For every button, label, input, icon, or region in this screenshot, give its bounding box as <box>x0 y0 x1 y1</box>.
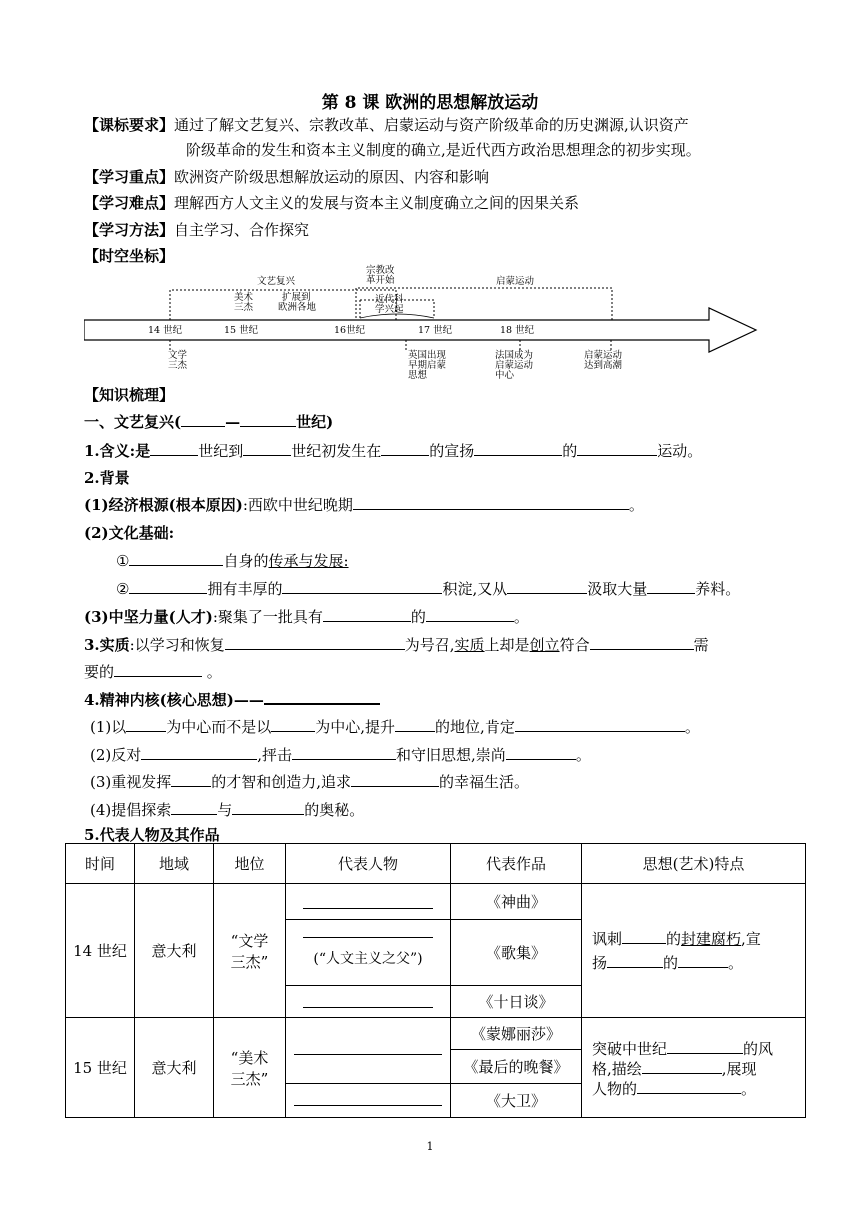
blank[interactable] <box>303 937 433 938</box>
m1-f: 运动。 <box>657 442 703 460</box>
bg2b-d: 汲取大量 <box>587 580 648 598</box>
r1-work-1: 《神曲》 <box>451 884 582 920</box>
table-header-row <box>66 844 806 884</box>
r2-status-1: “美术 <box>230 1048 269 1067</box>
blank[interactable] <box>240 411 296 427</box>
sub-b: :以学习和恢复 <box>129 636 225 654</box>
core-heading <box>84 688 380 711</box>
r2-work-1: 《蒙娜丽莎》 <box>451 1018 582 1050</box>
bg3-b: :聚集了一批具有 <box>212 608 323 626</box>
bg2a-c: 传承与发展: <box>268 552 349 570</box>
r2-feat-f: 。 <box>741 1079 757 1098</box>
blank[interactable] <box>282 578 442 594</box>
bg1-a: (1)经济根源(根本原因) <box>84 496 243 514</box>
bg-culture-a <box>116 550 349 572</box>
core-3 <box>90 771 529 793</box>
blank[interactable] <box>292 744 396 760</box>
r2-region: 意大利 <box>135 1018 214 1118</box>
bg2b-c: 积淀,又从 <box>442 580 508 598</box>
c1-b: 为中心而不是以 <box>166 718 272 736</box>
meaning-line <box>84 440 702 462</box>
c4-b: 与 <box>217 801 233 819</box>
tl-mid-science-1: 近代科 <box>375 294 404 305</box>
s1-heading-c: 世纪) <box>296 413 334 431</box>
r1-status-2: 三杰” <box>230 952 269 971</box>
tl-bot-eng-1: 英国出现 <box>408 350 447 361</box>
tl-top-enlightenment: 启蒙运动 <box>496 276 535 287</box>
time-tag-text: 【时空坐标】 <box>84 247 175 265</box>
rep-heading: 5.代表人物及其作品 <box>84 826 220 844</box>
sub-d: 实质 <box>454 636 485 654</box>
tl-bot-eng-2: 早期启蒙 <box>408 360 447 371</box>
blank[interactable] <box>647 578 695 594</box>
learning-method <box>84 219 309 241</box>
blank[interactable] <box>232 799 304 815</box>
r1-feat-b: 的 <box>666 929 682 948</box>
blank[interactable] <box>577 440 657 456</box>
blank[interactable] <box>395 716 435 732</box>
r2-person-1 <box>286 1018 451 1084</box>
c2-a: (2)反对 <box>90 746 142 764</box>
essence-line-2 <box>84 661 222 683</box>
blank[interactable] <box>294 1105 442 1106</box>
c2-d: 。 <box>575 746 591 764</box>
c1-a: (1)以 <box>90 718 127 736</box>
bg-economic <box>84 494 644 516</box>
m1-d: 的宣扬 <box>429 442 475 460</box>
blank[interactable] <box>271 716 315 732</box>
focus-tag: 【学习重点】 <box>84 168 175 186</box>
sub2-a: 要的 <box>84 663 115 681</box>
r1-time: 14 世纪 <box>66 884 135 1018</box>
blank[interactable] <box>129 550 223 566</box>
tl-mid-spread-2: 欧洲各地 <box>278 302 317 313</box>
c1-d: 的地位,肯定 <box>435 718 515 736</box>
tl-bot-lit-2: 三杰 <box>168 360 188 371</box>
c3-c: 的幸福生活。 <box>439 773 530 791</box>
r2-status <box>214 1018 286 1118</box>
req-tag: 【课标要求】 <box>84 116 175 134</box>
blank[interactable] <box>323 606 411 622</box>
r1-feat-g: 。 <box>728 953 744 972</box>
tl-century-16: 16世纪 <box>334 325 366 336</box>
core-text: 4.精神内核(核心思想)—— <box>84 691 264 709</box>
r1-person-1 <box>286 884 451 920</box>
blank[interactable] <box>507 578 587 594</box>
page-number: 1 <box>426 1140 434 1153</box>
core-2 <box>90 744 591 766</box>
c3-a: (3)重视发挥 <box>90 773 172 791</box>
core-4 <box>90 799 364 821</box>
tl-mid-science-2: 学兴起 <box>375 304 404 315</box>
blank[interactable] <box>171 799 217 815</box>
tl-bot-lit-1: 文学 <box>168 350 188 361</box>
blank[interactable] <box>114 661 202 677</box>
bg2a-b: 自身的 <box>223 552 269 570</box>
r2-feat-e: 人物的 <box>592 1079 638 1098</box>
blank[interactable] <box>353 494 629 510</box>
c2-b: ,抨击 <box>257 746 293 764</box>
r2-feat-d: ,展现 <box>721 1059 757 1078</box>
tl-bot-peak-1: 启蒙运动 <box>584 350 623 361</box>
r1-region: 意大利 <box>135 884 214 1018</box>
th-time: 时间 <box>66 844 135 884</box>
curriculum-requirement <box>84 114 689 136</box>
th-status: 地位 <box>214 844 286 884</box>
c2-c: 和守旧思想,崇尚 <box>396 746 506 764</box>
background-heading: 2.背景 <box>84 469 130 487</box>
core-1 <box>90 716 700 738</box>
tl-bot-fr-1: 法国成为 <box>495 350 534 361</box>
r1-feat-e: 扬 <box>592 953 608 972</box>
blank[interactable] <box>264 688 380 705</box>
tl-top-renaissance: 文艺复兴 <box>257 276 296 287</box>
blank[interactable] <box>225 634 405 650</box>
blank[interactable] <box>506 744 576 760</box>
r2-feat-c: 格,描绘 <box>592 1059 642 1078</box>
blank[interactable] <box>642 1058 722 1074</box>
tl-mid-spread-1: 扩展到 <box>282 292 311 303</box>
bg3-d: 。 <box>513 608 529 626</box>
blank[interactable] <box>141 744 257 760</box>
focus-text: 欧洲资产阶级思想解放运动的原因、内容和影响 <box>174 168 490 186</box>
blank[interactable] <box>126 716 166 732</box>
sub-a: 3.实质 <box>84 636 130 654</box>
timeline-diagram <box>84 264 764 384</box>
blank[interactable] <box>622 928 666 944</box>
r2-time: 15 世纪 <box>66 1018 135 1118</box>
r1-status <box>214 884 286 1018</box>
r2-status-2: 三杰” <box>230 1069 269 1088</box>
bg-culture-b <box>116 578 740 600</box>
blank[interactable] <box>607 952 663 968</box>
bg3-a: (3)中坚力量(人才) <box>84 608 213 626</box>
r1-feat-c: 封建腐朽 <box>681 929 742 948</box>
req-text-1: 通过了解文艺复兴、宗教改革、启蒙运动与资产阶级革命的历史渊源,认识资产 <box>174 116 689 134</box>
blank[interactable] <box>303 908 433 909</box>
m1-b: 世纪到 <box>198 442 244 460</box>
r2-feature <box>582 1018 806 1118</box>
r1-father: (“人文主义之父”) <box>313 951 423 967</box>
representatives-table <box>65 843 806 1118</box>
req-text-2: 阶级革命的发生和资本主义制度的确立,是近代西方政治思想理念的初步实现。 <box>186 141 701 159</box>
bg2a-a: ① <box>116 552 130 570</box>
bg2b-e: 养料。 <box>695 580 741 598</box>
bg-talent <box>84 606 529 628</box>
sub-f: 创立 <box>529 636 560 654</box>
method-tag: 【学习方法】 <box>84 221 175 239</box>
bg1-c: 。 <box>628 496 644 514</box>
tl-bot-fr-2: 启蒙运动 <box>495 360 534 371</box>
r1-feat-d: ,宣 <box>741 929 761 948</box>
tl-bot-fr-3: 中心 <box>495 370 515 381</box>
tl-century-17: 17 世纪 <box>418 325 453 336</box>
sub2-b: 。 <box>202 663 222 681</box>
learning-difficulty <box>84 192 579 214</box>
th-region: 地域 <box>135 844 214 884</box>
r2-person-2 <box>286 1084 451 1118</box>
tl-mid-art-2: 三杰 <box>234 302 254 313</box>
bg1-b: :西欧中世纪晚期 <box>242 496 353 514</box>
bg-culture: (2)文化基础: <box>84 524 175 542</box>
m1-e: 的 <box>562 442 578 460</box>
table-row <box>66 884 806 920</box>
knowledge-tag <box>84 384 174 406</box>
blank[interactable] <box>474 440 562 456</box>
blank[interactable] <box>294 1054 442 1055</box>
essence-line <box>84 634 709 656</box>
blank[interactable] <box>515 716 685 732</box>
method-text: 自主学习、合作探究 <box>174 221 310 239</box>
r2-feat-b: 的风 <box>743 1039 774 1058</box>
blank[interactable] <box>243 440 291 456</box>
tl-top-reform-2: 革开始 <box>366 275 395 286</box>
r1-person-2 <box>286 920 451 986</box>
r2-work-3: 《大卫》 <box>451 1084 582 1118</box>
m1-c: 世纪初发生在 <box>291 442 382 460</box>
s1-heading-b: — <box>225 413 241 431</box>
m1-a: 1.含义:是 <box>84 442 151 460</box>
blank[interactable] <box>590 634 694 650</box>
blank[interactable] <box>678 952 728 968</box>
r2-feat-a: 突破中世纪 <box>592 1039 668 1058</box>
r1-feat-f: 的 <box>663 953 679 972</box>
blank[interactable] <box>351 771 439 787</box>
blank[interactable] <box>667 1038 743 1054</box>
sub-h: 需 <box>693 636 709 654</box>
c4-c: 的奥秘。 <box>304 801 365 819</box>
sub-g: 符合 <box>559 636 590 654</box>
blank[interactable] <box>150 440 198 456</box>
sub-c: 为号召, <box>404 636 455 654</box>
table-row <box>66 1018 806 1050</box>
r1-feat-a: 讽刺 <box>592 929 623 948</box>
c1-e: 。 <box>684 718 700 736</box>
bg2b-b: 拥有丰厚的 <box>207 580 283 598</box>
blank[interactable] <box>181 411 225 427</box>
bg3-c: 的 <box>410 608 426 626</box>
r1-feature <box>582 884 806 1018</box>
tl-bot-eng-3: 思想 <box>408 370 428 381</box>
r1-work-3: 《十日谈》 <box>451 986 582 1018</box>
page-title: 第 8 课 欧洲的思想解放运动 <box>321 93 539 113</box>
c3-b: 的才智和创造力,追求 <box>211 773 352 791</box>
r1-person-3 <box>286 986 451 1018</box>
section-1-heading <box>84 411 333 433</box>
blank[interactable] <box>171 771 211 787</box>
tl-century-18: 18 世纪 <box>500 325 535 336</box>
c4-a: (4)提倡探索 <box>90 801 172 819</box>
bg2b-a: ② <box>116 580 130 598</box>
knowledge-tag-text: 【知识梳理】 <box>84 386 175 404</box>
r1-work-2: 《歌集》 <box>451 920 582 986</box>
tl-top-reform-1: 宗教改 <box>366 265 395 276</box>
c1-c: 为中心,提升 <box>315 718 396 736</box>
blank[interactable] <box>381 440 429 456</box>
th-person: 代表人物 <box>286 844 451 884</box>
r2-work-2: 《最后的晚餐》 <box>451 1050 582 1084</box>
s1-heading-a: 一、文艺复兴( <box>84 413 182 431</box>
th-feature: 思想(艺术)特点 <box>582 844 806 884</box>
tl-century-15: 15 世纪 <box>224 325 259 336</box>
th-works: 代表作品 <box>451 844 582 884</box>
tl-mid-art-1: 美术 <box>234 292 254 303</box>
blank[interactable] <box>637 1078 741 1094</box>
diff-tag: 【学习难点】 <box>84 194 175 212</box>
learning-focus <box>84 166 489 188</box>
blank[interactable] <box>426 606 514 622</box>
r1-status-1: “文学 <box>230 931 269 950</box>
blank[interactable] <box>129 578 207 594</box>
sub-e: 上却是 <box>484 636 530 654</box>
blank[interactable] <box>303 1007 433 1008</box>
tl-century-14: 14 世纪 <box>148 325 183 336</box>
diff-text: 理解西方人文主义的发展与资本主义制度确立之间的因果关系 <box>174 194 580 212</box>
tl-bot-peak-2: 达到高潮 <box>584 360 623 371</box>
